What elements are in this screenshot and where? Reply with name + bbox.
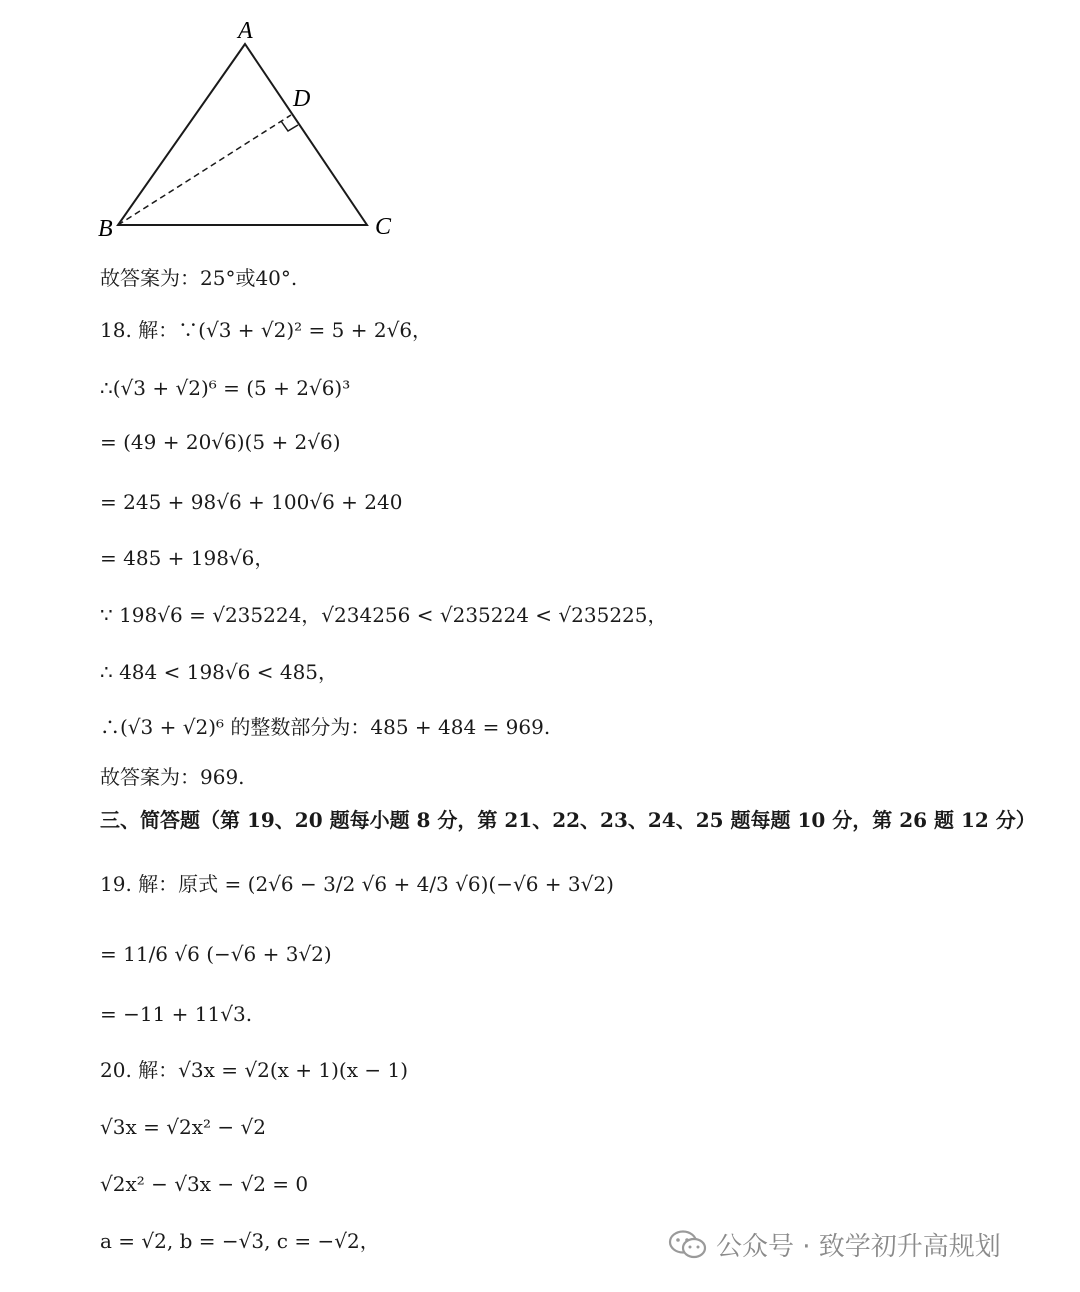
- solution-18-step-5: = 485 + 198√6，: [100, 546, 275, 570]
- watermark: [668, 1226, 1001, 1263]
- label-c: C: [375, 214, 392, 240]
- wechat-icon: [668, 1229, 708, 1261]
- solution-18-step-1: 18. 解：∵(√3 + √2)² = 5 + 2√6，: [100, 318, 433, 342]
- solution-20-step-1: 20. 解：√3x = √2(x + 1)(x − 1): [100, 1058, 409, 1082]
- triangle-abc: [118, 44, 367, 225]
- section-heading: 三、简答题（第 19、20 题每小题 8 分，第 21、22、23、24、25 题每题 10 分，第 26 题 12 分）: [100, 808, 1036, 832]
- label-b: B: [98, 216, 113, 242]
- answer-18: 故答案为：969.: [100, 765, 245, 789]
- label-a: A: [238, 18, 253, 44]
- solution-18-step-2: ∴(√3 + √2)⁶ = (5 + 2√6)³: [100, 376, 351, 400]
- right-angle-mark: [281, 121, 298, 131]
- solution-20-step-4: a = √2, b = −√3, c = −√2，: [100, 1229, 380, 1253]
- solution-19-step-1: 19. 解：原式 = (2√6 − 3/2 √6 + 4/3 √6)(−√6 + 3√2): [100, 872, 614, 896]
- segment-bd: [118, 115, 291, 225]
- solution-18-step-3: = (49 + 20√6)(5 + 2√6): [100, 430, 341, 454]
- label-d: D: [293, 86, 311, 112]
- triangle-figure: [90, 10, 420, 245]
- watermark-text: 公众号 · 致学初升高规划: [716, 1232, 1001, 1262]
- solution-20-step-3: √2x² − √3x − √2 = 0: [100, 1172, 309, 1196]
- solution-19-step-3: = −11 + 11√3.: [100, 1002, 253, 1026]
- solution-18-step-7: ∴ 484 < 198√6 < 485，: [100, 660, 339, 684]
- solution-19-step-2: = 11/6 √6 (−√6 + 3√2): [100, 942, 332, 966]
- solution-18-step-4: = 245 + 98√6 + 100√6 + 240: [100, 490, 403, 514]
- solution-18-step-8: ∴(√3 + √2)⁶ 的整数部分为：485 + 484 = 969.: [100, 715, 551, 739]
- solution-20-step-2: √3x = √2x² − √2: [100, 1115, 266, 1139]
- solution-18-step-6: ∵ 198√6 = √235224，√234256 < √235224 < √235225，: [100, 603, 668, 627]
- answer-17: 故答案为：25°或40°.: [100, 266, 298, 290]
